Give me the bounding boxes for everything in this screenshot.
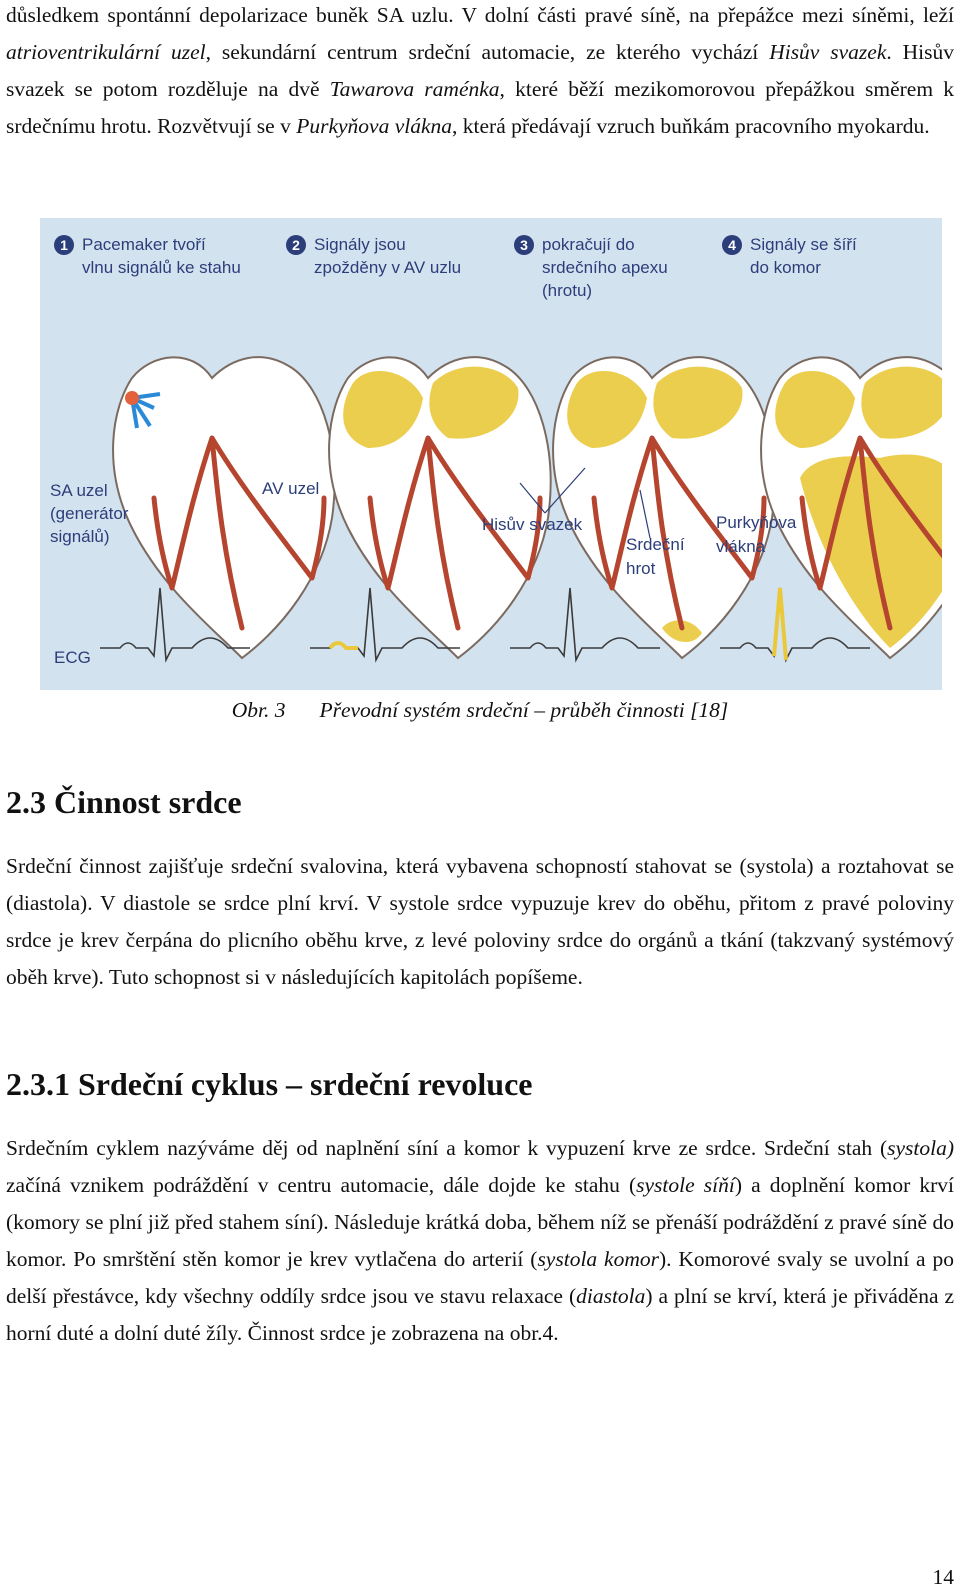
panel-number: 1 <box>60 237 68 253</box>
text-run: začíná vznikem podráždění v centru automacie, dále dojde ke stahu ( <box>6 1173 637 1197</box>
text-run: ) a plní se krví, která je přiváděna z horní duté a dolní duté žíly. Činnost srdce je zobrazena na obr.4. <box>6 1284 954 1345</box>
av-node-label: AV uzel <box>262 479 320 498</box>
apex-label: hrot <box>626 559 656 578</box>
italic-term: Tawarova raménka <box>329 77 500 101</box>
panel-heading-line: zpožděny v AV uzlu <box>314 258 462 277</box>
figure-caption <box>0 698 960 723</box>
ecg-label: ECG <box>54 648 91 667</box>
italic-term: systola) <box>887 1136 954 1160</box>
caption-text: Převodní systém srdeční – průběh činnosti [18] <box>319 698 729 722</box>
text-run: , které běží mezikomorovou přepážkou směrem k srdečnímu hrotu. Rozvětvují se v <box>6 77 954 138</box>
panel-number: 4 <box>728 237 736 253</box>
intro-paragraph <box>6 0 954 145</box>
text-run: ). Komorové svaly se uvolní a po delší přestávce, kdy všechny oddíly srdce jsou ve stavu relaxace ( <box>6 1247 954 1308</box>
panel-heading-line: (hrotu) <box>542 281 593 300</box>
section-2-3-paragraph <box>6 848 954 996</box>
panel-heading-line: Pacemaker tvoří <box>82 235 206 254</box>
section-heading-2-3: 2.3 Činnost srdce <box>6 784 242 820</box>
text-run: ) a doplnění komor krví (komory se plní již před stahem síní). Následuje krátká doba, během níž se přenáší podráždění z pravé síně do komor. Po smrštění stěn komor je krev vytlačena do arterií ( <box>6 1173 954 1271</box>
text-run: . Hisův svazek se potom rozděluje na dvě <box>6 40 955 101</box>
italic-term: Hisův svazek <box>769 40 887 64</box>
text-run: , sekundární centrum srdeční automacie, ze kterého vychází <box>205 40 770 64</box>
sa-node-label: (generátor <box>50 504 129 523</box>
panel-number: 3 <box>520 237 528 253</box>
panel-number: 2 <box>292 237 300 253</box>
italic-term: systola komor <box>537 1247 659 1271</box>
text-run: Srdečním cyklem nazýváme děj od naplnění síní a komor k vypuzení krve ze srdce. Srdeční stah ( <box>6 1136 888 1160</box>
page-number: 14 <box>932 1565 954 1589</box>
sa-node <box>125 391 139 405</box>
italic-term: Purkyňova vlákna <box>296 114 453 138</box>
italic-term: atrioventrikulární uzel <box>6 40 206 64</box>
text-run: , která předávají vzruch buňkám pracovního myokardu. <box>452 114 930 138</box>
purkinje-label: Purkyňova <box>716 513 797 532</box>
section-2-3-1-paragraph <box>6 1130 954 1352</box>
text-run: Srdeční činnost zajišťuje srdeční svalovina, která vybavena schopností stahovat se (systola) a roztahovat se (diastola). V diastole se srdce plní krví. V systole srdce vypuzuje krev do oběhu, přitom z pravé poloviny srdce je krev čerpána do plicního oběhu krve, z levé poloviny srdce do orgánů a tkání (takzvaný systémový oběh krve). Tuto schopnost si v následujících kapitolách popíšeme. <box>6 854 954 989</box>
apex-label: Srdeční <box>626 535 685 554</box>
panel-heading-line: srdečního apexu <box>542 258 668 277</box>
sa-node-label: SA uzel <box>50 481 108 500</box>
italic-term: diastola <box>576 1284 646 1308</box>
section-heading-2-3-1: 2.3.1 Srdeční cyklus – srdeční revoluce <box>6 1066 533 1102</box>
sa-node-label: signálů) <box>50 527 110 546</box>
text-run: důsledkem spontánní depolarizace buněk SA uzlu. V dolní části pravé síně, na přepážce mezi síněmi, leží <box>6 3 954 27</box>
panel-heading-line: do komor <box>750 258 821 277</box>
panel-heading-line: Signály se šíří <box>750 235 857 254</box>
caption-number: Obr. 3 <box>231 698 286 722</box>
his-bundle-label: Hisův svazek <box>482 515 583 534</box>
panel-heading-line: pokračují do <box>542 235 635 254</box>
purkinje-label: vlákna <box>716 537 766 556</box>
panel-heading-line: Signály jsou <box>314 235 406 254</box>
panel-heading-line: vlnu signálů ke stahu <box>82 258 241 277</box>
conduction-system-figure <box>40 218 942 690</box>
italic-term: systole síňí <box>636 1173 735 1197</box>
